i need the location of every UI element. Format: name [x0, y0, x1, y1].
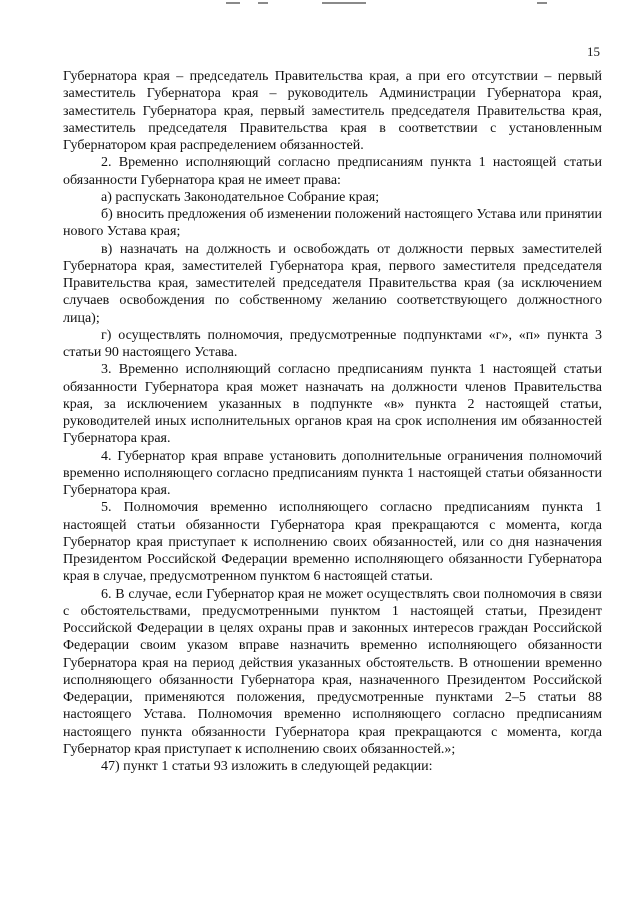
- paragraph: г) осуществлять полномочия, предусмотренные подпунктами «г», «п» пункта 3 статьи 90 настоящего Устава.: [63, 327, 602, 360]
- paragraph: 2. Временно исполняющий согласно предписаниям пункта 1 настоящей статьи обязанности Губернатора края не имеет права:: [63, 155, 602, 188]
- paragraph: Губернатора края – председатель Правительства края, а при его отсутствии – первый заместитель Губернатора края – руководитель Администрации Губернатора края, заместитель Губернатора края, первый заместитель председателя Правительства края, заместитель председателя Правительства края в соответствии с установленным Губернатором края распределением обязанностей.: [63, 69, 602, 153]
- page-number: 15: [587, 44, 600, 59]
- paragraph: 4. Губернатор края вправе установить дополнительные ограничения полномочий временно исполняющего согласно предписаниям пункта 1 настоящей статьи обязанности Губернатора края.: [63, 448, 602, 498]
- paragraph: 3. Временно исполняющий согласно предписаниям пункта 1 настоящей статьи обязанности Губернатора края может назначать на должности членов Правительства края, за исключением указанных в подпункте «в» пункта 2 настоящей статьи, руководителей иных исполнительных органов края на срок исполнения им обязанностей Губернатора края.: [63, 362, 602, 447]
- paragraph: 5. Полномочия временно исполняющего согласно предписаниям пункта 1 настоящей статьи обязанности Губернатора края прекращаются с момента, когда Губернатор края приступает к исполнению своих обязанностей, или со дня назначения Президентом Российской Федерации временно исполняющего обязанности Губернатора края в случае, предусмотренном пунктом 6 настоящей статьи.: [63, 500, 602, 585]
- paragraph: а) распускать Законодательное Собрание края;: [101, 189, 380, 205]
- paragraph: б) вносить предложения об изменении положений настоящего Устава или принятии нового Устава края;: [63, 207, 602, 240]
- scan-artifact-marks: [0, 0, 639, 10]
- document-body: [63, 68, 602, 775]
- paragraph: в) назначать на должность и освобождать от должности первых заместителей Губернатора края, заместителей Губернатора края, первого заместителя председателя Правительства края, заместителей председателя Правительства края (за исключением случаев освобождения по собственному желанию соответствующего должностного лица);: [63, 241, 602, 326]
- paragraph: 6. В случае, если Губернатор края не может осуществлять свои полномочия в связи с обстоятельствами, предусмотренными пунктом 1 настоящей статьи, Президент Российской Федерации в целях охраны прав и законных интересов граждан Российской Федерации своим указом вправе назначить временно исполняющего обязанности Губернатора края на период действия указанных обстоятельств. В отношении временно исполняющего обязанности Губернатора края, назначенного Президентом Российской Федерации, применяются положения, предусмотренные пунктами 2–5 статьи 88 настоящего Устава. Полномочия временно исполняющего согласно предписаниям настоящего пункта обязанности Губернатора края прекращаются с момента, когда Губернатор края приступает к исполнению своих обязанностей.»;: [63, 586, 602, 757]
- paragraph: 47) пункт 1 статьи 93 изложить в следующей редакции:: [101, 759, 433, 774]
